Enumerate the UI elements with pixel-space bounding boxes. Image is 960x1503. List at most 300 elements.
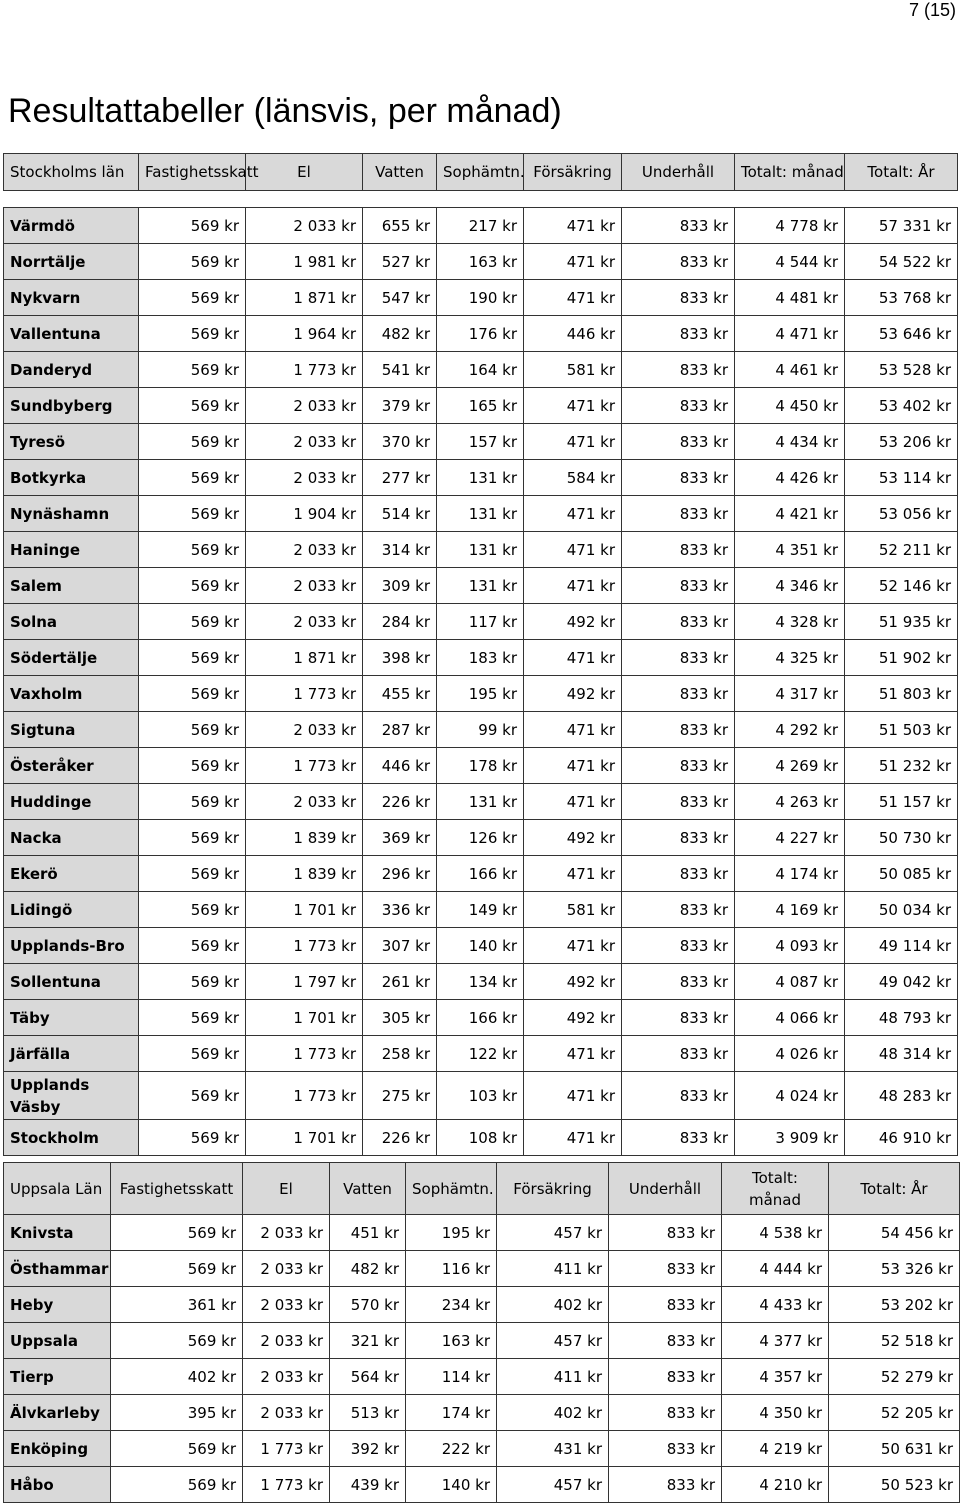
table-cell: 309 kr bbox=[363, 568, 437, 604]
table-cell: 1 773 kr bbox=[246, 676, 363, 712]
column-header: Vatten bbox=[330, 1163, 406, 1215]
table-cell: 398 kr bbox=[363, 640, 437, 676]
table-cell: 569 kr bbox=[139, 820, 246, 856]
table-cell: 51 902 kr bbox=[845, 640, 958, 676]
municipality-name: Lidingö bbox=[4, 892, 139, 928]
table-row bbox=[4, 280, 958, 316]
column-header: Stockholms län bbox=[4, 154, 139, 191]
table-cell: 176 kr bbox=[437, 316, 524, 352]
table-cell: 4 461 kr bbox=[735, 352, 845, 388]
municipality-name: Upplands-Bro bbox=[4, 928, 139, 964]
table-cell: 140 kr bbox=[406, 1467, 497, 1503]
table-cell: 48 283 kr bbox=[845, 1072, 958, 1120]
table-cell: 1 701 kr bbox=[246, 1120, 363, 1156]
table-cell: 833 kr bbox=[622, 892, 735, 928]
table-cell: 296 kr bbox=[363, 856, 437, 892]
municipality-name: Huddinge bbox=[4, 784, 139, 820]
page-number: 7 (15) bbox=[908, 0, 956, 20]
table-cell: 131 kr bbox=[437, 532, 524, 568]
table-cell: 116 kr bbox=[406, 1251, 497, 1287]
table-cell: 48 793 kr bbox=[845, 1000, 958, 1036]
table-cell: 131 kr bbox=[437, 460, 524, 496]
table-cell: 569 kr bbox=[111, 1467, 243, 1503]
table-row bbox=[4, 496, 958, 532]
table-cell: 569 kr bbox=[139, 784, 246, 820]
table-cell: 261 kr bbox=[363, 964, 437, 1000]
municipality-name: Värmdö bbox=[4, 208, 139, 244]
table-cell: 833 kr bbox=[609, 1323, 722, 1359]
table-cell: 569 kr bbox=[139, 280, 246, 316]
table-row bbox=[4, 892, 958, 928]
table-cell: 457 kr bbox=[497, 1323, 609, 1359]
table-row bbox=[4, 1359, 960, 1395]
table-row bbox=[4, 1395, 960, 1431]
table-cell: 51 157 kr bbox=[845, 784, 958, 820]
municipality-name: Sollentuna bbox=[4, 964, 139, 1000]
table-cell: 370 kr bbox=[363, 424, 437, 460]
table-cell: 51 503 kr bbox=[845, 712, 958, 748]
table-cell: 471 kr bbox=[524, 784, 622, 820]
table-cell: 53 646 kr bbox=[845, 316, 958, 352]
table-row bbox=[4, 1431, 960, 1467]
table-cell: 569 kr bbox=[139, 568, 246, 604]
table-cell: 108 kr bbox=[437, 1120, 524, 1156]
column-header: Försäkring bbox=[524, 154, 622, 191]
table-cell: 833 kr bbox=[622, 316, 735, 352]
table-row bbox=[4, 856, 958, 892]
table-row bbox=[4, 1000, 958, 1036]
table-cell: 305 kr bbox=[363, 1000, 437, 1036]
table-cell: 114 kr bbox=[406, 1359, 497, 1395]
table-cell: 369 kr bbox=[363, 820, 437, 856]
table-cell: 53 402 kr bbox=[845, 388, 958, 424]
table-cell: 4 169 kr bbox=[735, 892, 845, 928]
column-header: Försäkring bbox=[497, 1163, 609, 1215]
table-cell: 833 kr bbox=[609, 1251, 722, 1287]
municipality-name: Vallentuna bbox=[4, 316, 139, 352]
table-cell: 4 538 kr bbox=[722, 1215, 829, 1251]
municipality-name: Stockholm bbox=[4, 1120, 139, 1156]
table-cell: 4 066 kr bbox=[735, 1000, 845, 1036]
table-cell: 314 kr bbox=[363, 532, 437, 568]
table-cell: 131 kr bbox=[437, 784, 524, 820]
table-cell: 166 kr bbox=[437, 1000, 524, 1036]
table-cell: 584 kr bbox=[524, 460, 622, 496]
table-cell: 52 146 kr bbox=[845, 568, 958, 604]
municipality-name: Ekerö bbox=[4, 856, 139, 892]
table-cell: 190 kr bbox=[437, 280, 524, 316]
table-cell: 833 kr bbox=[609, 1467, 722, 1503]
table-cell: 4 292 kr bbox=[735, 712, 845, 748]
table-cell: 1 773 kr bbox=[243, 1467, 330, 1503]
table-cell: 471 kr bbox=[524, 748, 622, 784]
table-cell: 234 kr bbox=[406, 1287, 497, 1323]
table-cell: 54 522 kr bbox=[845, 244, 958, 280]
table-cell: 122 kr bbox=[437, 1036, 524, 1072]
table-cell: 492 kr bbox=[524, 604, 622, 640]
municipality-name: Tyresö bbox=[4, 424, 139, 460]
table-cell: 471 kr bbox=[524, 1036, 622, 1072]
table-cell: 164 kr bbox=[437, 352, 524, 388]
table-row bbox=[4, 568, 958, 604]
table-cell: 1 839 kr bbox=[246, 856, 363, 892]
table-cell: 482 kr bbox=[330, 1251, 406, 1287]
table-row bbox=[4, 1072, 958, 1120]
table-row bbox=[4, 928, 958, 964]
table-cell: 4 433 kr bbox=[722, 1287, 829, 1323]
table-cell: 2 033 kr bbox=[246, 532, 363, 568]
table-cell: 4 377 kr bbox=[722, 1323, 829, 1359]
table-cell: 833 kr bbox=[622, 784, 735, 820]
column-header: Fastighetsskatt bbox=[139, 154, 246, 191]
table-cell: 569 kr bbox=[139, 640, 246, 676]
table-row bbox=[4, 388, 958, 424]
table-cell: 402 kr bbox=[111, 1359, 243, 1395]
table-cell: 569 kr bbox=[139, 1120, 246, 1156]
table-cell: 833 kr bbox=[622, 568, 735, 604]
table-row bbox=[4, 1323, 960, 1359]
table-cell: 117 kr bbox=[437, 604, 524, 640]
municipality-name: Sundbyberg bbox=[4, 388, 139, 424]
table-cell: 569 kr bbox=[139, 892, 246, 928]
column-header: Totalt: År bbox=[829, 1163, 960, 1215]
table-cell: 126 kr bbox=[437, 820, 524, 856]
table-cell: 514 kr bbox=[363, 496, 437, 532]
municipality-name: Älvkarleby bbox=[4, 1395, 111, 1431]
table-cell: 833 kr bbox=[622, 532, 735, 568]
table-cell: 411 kr bbox=[497, 1251, 609, 1287]
column-header: Totalt: månad bbox=[722, 1163, 829, 1215]
table-cell: 3 909 kr bbox=[735, 1120, 845, 1156]
table-cell: 439 kr bbox=[330, 1467, 406, 1503]
table-cell: 569 kr bbox=[139, 748, 246, 784]
table-cell: 4 444 kr bbox=[722, 1251, 829, 1287]
municipality-name: Södertälje bbox=[4, 640, 139, 676]
column-header: Underhåll bbox=[622, 154, 735, 191]
table-cell: 569 kr bbox=[139, 496, 246, 532]
table-cell: 361 kr bbox=[111, 1287, 243, 1323]
table-cell: 1 773 kr bbox=[243, 1431, 330, 1467]
table-cell: 1 701 kr bbox=[246, 1000, 363, 1036]
table-row bbox=[4, 1215, 960, 1251]
table-cell: 166 kr bbox=[437, 856, 524, 892]
table-cell: 49 114 kr bbox=[845, 928, 958, 964]
table-cell: 284 kr bbox=[363, 604, 437, 640]
table-cell: 569 kr bbox=[139, 424, 246, 460]
table-cell: 52 211 kr bbox=[845, 532, 958, 568]
table-cell: 1 773 kr bbox=[246, 352, 363, 388]
table-cell: 833 kr bbox=[622, 496, 735, 532]
table-cell: 471 kr bbox=[524, 928, 622, 964]
table-cell: 103 kr bbox=[437, 1072, 524, 1120]
municipality-name: Haninge bbox=[4, 532, 139, 568]
column-header: El bbox=[243, 1163, 330, 1215]
table-row bbox=[4, 424, 958, 460]
table-cell: 833 kr bbox=[609, 1395, 722, 1431]
table-cell: 50 034 kr bbox=[845, 892, 958, 928]
table-cell: 431 kr bbox=[497, 1431, 609, 1467]
table-cell: 833 kr bbox=[622, 712, 735, 748]
table-cell: 492 kr bbox=[524, 820, 622, 856]
table-cell: 482 kr bbox=[363, 316, 437, 352]
table-cell: 4 350 kr bbox=[722, 1395, 829, 1431]
table-cell: 2 033 kr bbox=[246, 460, 363, 496]
municipality-name: Norrtälje bbox=[4, 244, 139, 280]
table-cell: 287 kr bbox=[363, 712, 437, 748]
table-cell: 174 kr bbox=[406, 1395, 497, 1431]
table-cell: 581 kr bbox=[524, 352, 622, 388]
table-cell: 833 kr bbox=[622, 640, 735, 676]
table-cell: 307 kr bbox=[363, 928, 437, 964]
table-cell: 140 kr bbox=[437, 928, 524, 964]
column-header: Uppsala Län bbox=[4, 1163, 111, 1215]
table-cell: 833 kr bbox=[622, 208, 735, 244]
uppsala-results-table bbox=[3, 1162, 960, 1503]
table-cell: 2 033 kr bbox=[246, 712, 363, 748]
table-row bbox=[4, 820, 958, 856]
table-cell: 4 450 kr bbox=[735, 388, 845, 424]
table-cell: 833 kr bbox=[609, 1215, 722, 1251]
table-cell: 402 kr bbox=[497, 1287, 609, 1323]
table-row bbox=[4, 460, 958, 496]
table-cell: 2 033 kr bbox=[243, 1215, 330, 1251]
table-cell: 471 kr bbox=[524, 1120, 622, 1156]
table-row bbox=[4, 1467, 960, 1503]
table-cell: 51 232 kr bbox=[845, 748, 958, 784]
table-cell: 569 kr bbox=[139, 532, 246, 568]
table-cell: 569 kr bbox=[111, 1431, 243, 1467]
table-cell: 569 kr bbox=[139, 1036, 246, 1072]
table-cell: 4 024 kr bbox=[735, 1072, 845, 1120]
table-cell: 4 174 kr bbox=[735, 856, 845, 892]
table-cell: 4 346 kr bbox=[735, 568, 845, 604]
table-cell: 275 kr bbox=[363, 1072, 437, 1120]
table-cell: 157 kr bbox=[437, 424, 524, 460]
table-cell: 833 kr bbox=[622, 928, 735, 964]
municipality-name: Nynäshamn bbox=[4, 496, 139, 532]
table-cell: 4 481 kr bbox=[735, 280, 845, 316]
table-row bbox=[4, 244, 958, 280]
table-cell: 471 kr bbox=[524, 496, 622, 532]
table-row bbox=[4, 1120, 958, 1156]
table-cell: 52 518 kr bbox=[829, 1323, 960, 1359]
table-cell: 46 910 kr bbox=[845, 1120, 958, 1156]
municipality-name: Vaxholm bbox=[4, 676, 139, 712]
municipality-name: Täby bbox=[4, 1000, 139, 1036]
table-row bbox=[4, 208, 958, 244]
table-cell: 569 kr bbox=[139, 388, 246, 424]
table-cell: 1 701 kr bbox=[246, 892, 363, 928]
table-cell: 392 kr bbox=[330, 1431, 406, 1467]
municipality-name: Danderyd bbox=[4, 352, 139, 388]
municipality-name: Upplands Väsby bbox=[4, 1072, 139, 1120]
table-cell: 52 279 kr bbox=[829, 1359, 960, 1395]
table-cell: 2 033 kr bbox=[243, 1395, 330, 1431]
table-cell: 569 kr bbox=[111, 1251, 243, 1287]
municipality-name: Östhammar bbox=[4, 1251, 111, 1287]
table-cell: 4 026 kr bbox=[735, 1036, 845, 1072]
table-cell: 336 kr bbox=[363, 892, 437, 928]
table-cell: 446 kr bbox=[363, 748, 437, 784]
table-row bbox=[4, 532, 958, 568]
table-cell: 569 kr bbox=[139, 676, 246, 712]
table-row bbox=[4, 352, 958, 388]
table-cell: 569 kr bbox=[139, 856, 246, 892]
table-cell: 471 kr bbox=[524, 1072, 622, 1120]
table-cell: 53 528 kr bbox=[845, 352, 958, 388]
table-cell: 163 kr bbox=[437, 244, 524, 280]
municipality-name: Järfälla bbox=[4, 1036, 139, 1072]
table-row bbox=[4, 604, 958, 640]
table-row bbox=[4, 964, 958, 1000]
table-cell: 833 kr bbox=[622, 352, 735, 388]
table-cell: 471 kr bbox=[524, 424, 622, 460]
table-cell: 1 773 kr bbox=[246, 1036, 363, 1072]
table-cell: 833 kr bbox=[609, 1431, 722, 1467]
column-header: Totalt: månad bbox=[735, 154, 845, 191]
table-cell: 833 kr bbox=[622, 1000, 735, 1036]
table-cell: 4 357 kr bbox=[722, 1359, 829, 1395]
table-cell: 57 331 kr bbox=[845, 208, 958, 244]
column-header: Underhåll bbox=[609, 1163, 722, 1215]
table-cell: 4 269 kr bbox=[735, 748, 845, 784]
table-cell: 4 317 kr bbox=[735, 676, 845, 712]
table-cell: 833 kr bbox=[622, 676, 735, 712]
table-cell: 2 033 kr bbox=[246, 208, 363, 244]
table-cell: 2 033 kr bbox=[243, 1359, 330, 1395]
table-cell: 1 839 kr bbox=[246, 820, 363, 856]
table-cell: 492 kr bbox=[524, 676, 622, 712]
municipality-name: Botkyrka bbox=[4, 460, 139, 496]
municipality-name: Österåker bbox=[4, 748, 139, 784]
table-cell: 492 kr bbox=[524, 964, 622, 1000]
table-cell: 451 kr bbox=[330, 1215, 406, 1251]
table-cell: 277 kr bbox=[363, 460, 437, 496]
table-cell: 1 871 kr bbox=[246, 280, 363, 316]
table-cell: 1 773 kr bbox=[246, 1072, 363, 1120]
table-cell: 53 202 kr bbox=[829, 1287, 960, 1323]
table-cell: 833 kr bbox=[622, 424, 735, 460]
table-cell: 471 kr bbox=[524, 712, 622, 748]
table-cell: 471 kr bbox=[524, 532, 622, 568]
table-cell: 4 544 kr bbox=[735, 244, 845, 280]
municipality-name: Sigtuna bbox=[4, 712, 139, 748]
table-cell: 4 219 kr bbox=[722, 1431, 829, 1467]
table-cell: 402 kr bbox=[497, 1395, 609, 1431]
table-row bbox=[4, 1251, 960, 1287]
municipality-name: Heby bbox=[4, 1287, 111, 1323]
table-cell: 53 326 kr bbox=[829, 1251, 960, 1287]
table-cell: 51 935 kr bbox=[845, 604, 958, 640]
table-cell: 53 056 kr bbox=[845, 496, 958, 532]
table-cell: 321 kr bbox=[330, 1323, 406, 1359]
table-cell: 569 kr bbox=[139, 352, 246, 388]
table-cell: 4 087 kr bbox=[735, 964, 845, 1000]
table-cell: 833 kr bbox=[622, 388, 735, 424]
table-cell: 4 227 kr bbox=[735, 820, 845, 856]
table-cell: 569 kr bbox=[139, 1000, 246, 1036]
table-cell: 395 kr bbox=[111, 1395, 243, 1431]
table-cell: 833 kr bbox=[622, 244, 735, 280]
table-cell: 4 093 kr bbox=[735, 928, 845, 964]
table-cell: 4 351 kr bbox=[735, 532, 845, 568]
table-cell: 52 205 kr bbox=[829, 1395, 960, 1431]
table-cell: 457 kr bbox=[497, 1215, 609, 1251]
table-cell: 1 964 kr bbox=[246, 316, 363, 352]
table-cell: 833 kr bbox=[609, 1287, 722, 1323]
table-cell: 2 033 kr bbox=[246, 388, 363, 424]
table-cell: 258 kr bbox=[363, 1036, 437, 1072]
table-cell: 226 kr bbox=[363, 784, 437, 820]
table-cell: 50 085 kr bbox=[845, 856, 958, 892]
table-cell: 1 871 kr bbox=[246, 640, 363, 676]
table-cell: 4 325 kr bbox=[735, 640, 845, 676]
table-row bbox=[4, 712, 958, 748]
table-cell: 4 263 kr bbox=[735, 784, 845, 820]
table-row bbox=[4, 748, 958, 784]
table-cell: 53 768 kr bbox=[845, 280, 958, 316]
table-cell: 2 033 kr bbox=[243, 1323, 330, 1359]
municipality-name: Nykvarn bbox=[4, 280, 139, 316]
table-cell: 833 kr bbox=[622, 1036, 735, 1072]
table-cell: 183 kr bbox=[437, 640, 524, 676]
table-cell: 471 kr bbox=[524, 568, 622, 604]
table-cell: 51 803 kr bbox=[845, 676, 958, 712]
table-cell: 569 kr bbox=[111, 1215, 243, 1251]
table-cell: 131 kr bbox=[437, 568, 524, 604]
column-header: Sophämtn. bbox=[437, 154, 524, 191]
municipality-name: Solna bbox=[4, 604, 139, 640]
table-cell: 50 523 kr bbox=[829, 1467, 960, 1503]
municipality-name: Nacka bbox=[4, 820, 139, 856]
table-cell: 1 904 kr bbox=[246, 496, 363, 532]
table-cell: 569 kr bbox=[139, 964, 246, 1000]
table-cell: 569 kr bbox=[139, 460, 246, 496]
table-cell: 833 kr bbox=[622, 1120, 735, 1156]
table-cell: 1 773 kr bbox=[246, 928, 363, 964]
table-cell: 217 kr bbox=[437, 208, 524, 244]
table-cell: 50 730 kr bbox=[845, 820, 958, 856]
table-cell: 178 kr bbox=[437, 748, 524, 784]
table-cell: 569 kr bbox=[139, 928, 246, 964]
table-cell: 833 kr bbox=[622, 604, 735, 640]
table-cell: 833 kr bbox=[622, 964, 735, 1000]
stockholm-results-table bbox=[3, 153, 958, 1156]
column-header: Vatten bbox=[363, 154, 437, 191]
table-cell: 48 314 kr bbox=[845, 1036, 958, 1072]
table-row bbox=[4, 784, 958, 820]
table-cell: 833 kr bbox=[622, 460, 735, 496]
table-cell: 149 kr bbox=[437, 892, 524, 928]
table-cell: 569 kr bbox=[139, 208, 246, 244]
table-cell: 541 kr bbox=[363, 352, 437, 388]
table-row bbox=[4, 640, 958, 676]
table-cell: 1 773 kr bbox=[246, 748, 363, 784]
table-cell: 4 434 kr bbox=[735, 424, 845, 460]
table-cell: 581 kr bbox=[524, 892, 622, 928]
table-spacer-row bbox=[4, 191, 958, 208]
table-cell: 513 kr bbox=[330, 1395, 406, 1431]
table-cell: 2 033 kr bbox=[243, 1251, 330, 1287]
table-cell: 2 033 kr bbox=[243, 1287, 330, 1323]
table-cell: 53 206 kr bbox=[845, 424, 958, 460]
column-header: Totalt: År bbox=[845, 154, 958, 191]
table-cell: 833 kr bbox=[622, 748, 735, 784]
table-cell: 833 kr bbox=[622, 1072, 735, 1120]
table-cell: 4 778 kr bbox=[735, 208, 845, 244]
table-cell: 527 kr bbox=[363, 244, 437, 280]
table-cell: 2 033 kr bbox=[246, 604, 363, 640]
